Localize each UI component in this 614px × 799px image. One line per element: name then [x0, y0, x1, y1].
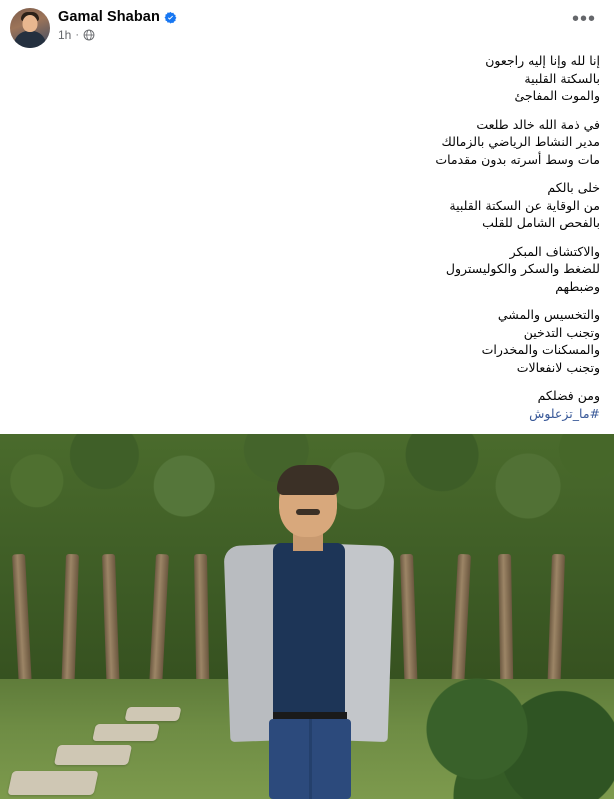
mustache — [296, 509, 320, 515]
text-line: والاكتشاف المبكر — [509, 243, 600, 259]
text-line: والتخسيس والمشي — [497, 307, 600, 323]
text-line: ومن فضلكم — [537, 388, 600, 404]
person-in-photo — [207, 469, 417, 799]
text-line: بالسكتة القلبية — [524, 70, 600, 86]
text-block — [14, 387, 600, 422]
author-name[interactable]: Gamal Shaban — [58, 9, 160, 25]
post-options-button[interactable]: ••• — [571, 8, 596, 30]
avatar-body — [14, 31, 46, 48]
text-line: والموت المفاجئ — [514, 88, 600, 104]
avatar-face — [23, 15, 38, 32]
text-line: وتجنب التدخين — [523, 324, 600, 340]
foreground-shrub — [414, 669, 614, 799]
hair — [277, 465, 339, 495]
post-header-text — [58, 8, 177, 42]
pants — [269, 719, 351, 799]
text-line: في ذمة الله خالد طلعت — [476, 116, 600, 132]
text-line: بالفحص الشامل للقلب — [482, 215, 600, 231]
hashtag-link[interactable]: #ما_تزعلوش — [529, 405, 600, 421]
author-row — [58, 9, 177, 25]
verified-badge-icon — [164, 11, 177, 24]
text-line: وتجنب لانفعالات — [516, 359, 600, 375]
text-line: وضبطهم — [555, 278, 600, 294]
globe-icon[interactable] — [83, 29, 95, 41]
text-block — [14, 52, 600, 105]
post-header — [0, 0, 614, 52]
meta-separator: · — [75, 28, 80, 41]
text-line: خلى بالكم — [547, 180, 600, 196]
text-line: إنا لله وإنا إليه راجعون — [485, 53, 600, 69]
avatar[interactable] — [10, 8, 50, 48]
post-meta — [58, 28, 177, 42]
post-photo[interactable] — [0, 434, 614, 799]
text-line: مات وسط أسرته بدون مقدمات — [435, 151, 600, 167]
text-line: من الوقاية عن السكتة القلبية — [449, 197, 600, 213]
text-block — [14, 116, 600, 169]
text-line: مدير النشاط الرياضي بالزمالك — [441, 134, 600, 150]
shirt — [273, 543, 345, 723]
text-line: والمسكنات والمخدرات — [481, 342, 600, 358]
post-timestamp[interactable]: 1h — [58, 28, 72, 42]
text-block — [14, 243, 600, 296]
text-block — [14, 306, 600, 376]
post-text — [0, 52, 614, 428]
text-block — [14, 179, 600, 232]
text-line: للضغط والسكر والكوليسترول — [445, 261, 600, 277]
